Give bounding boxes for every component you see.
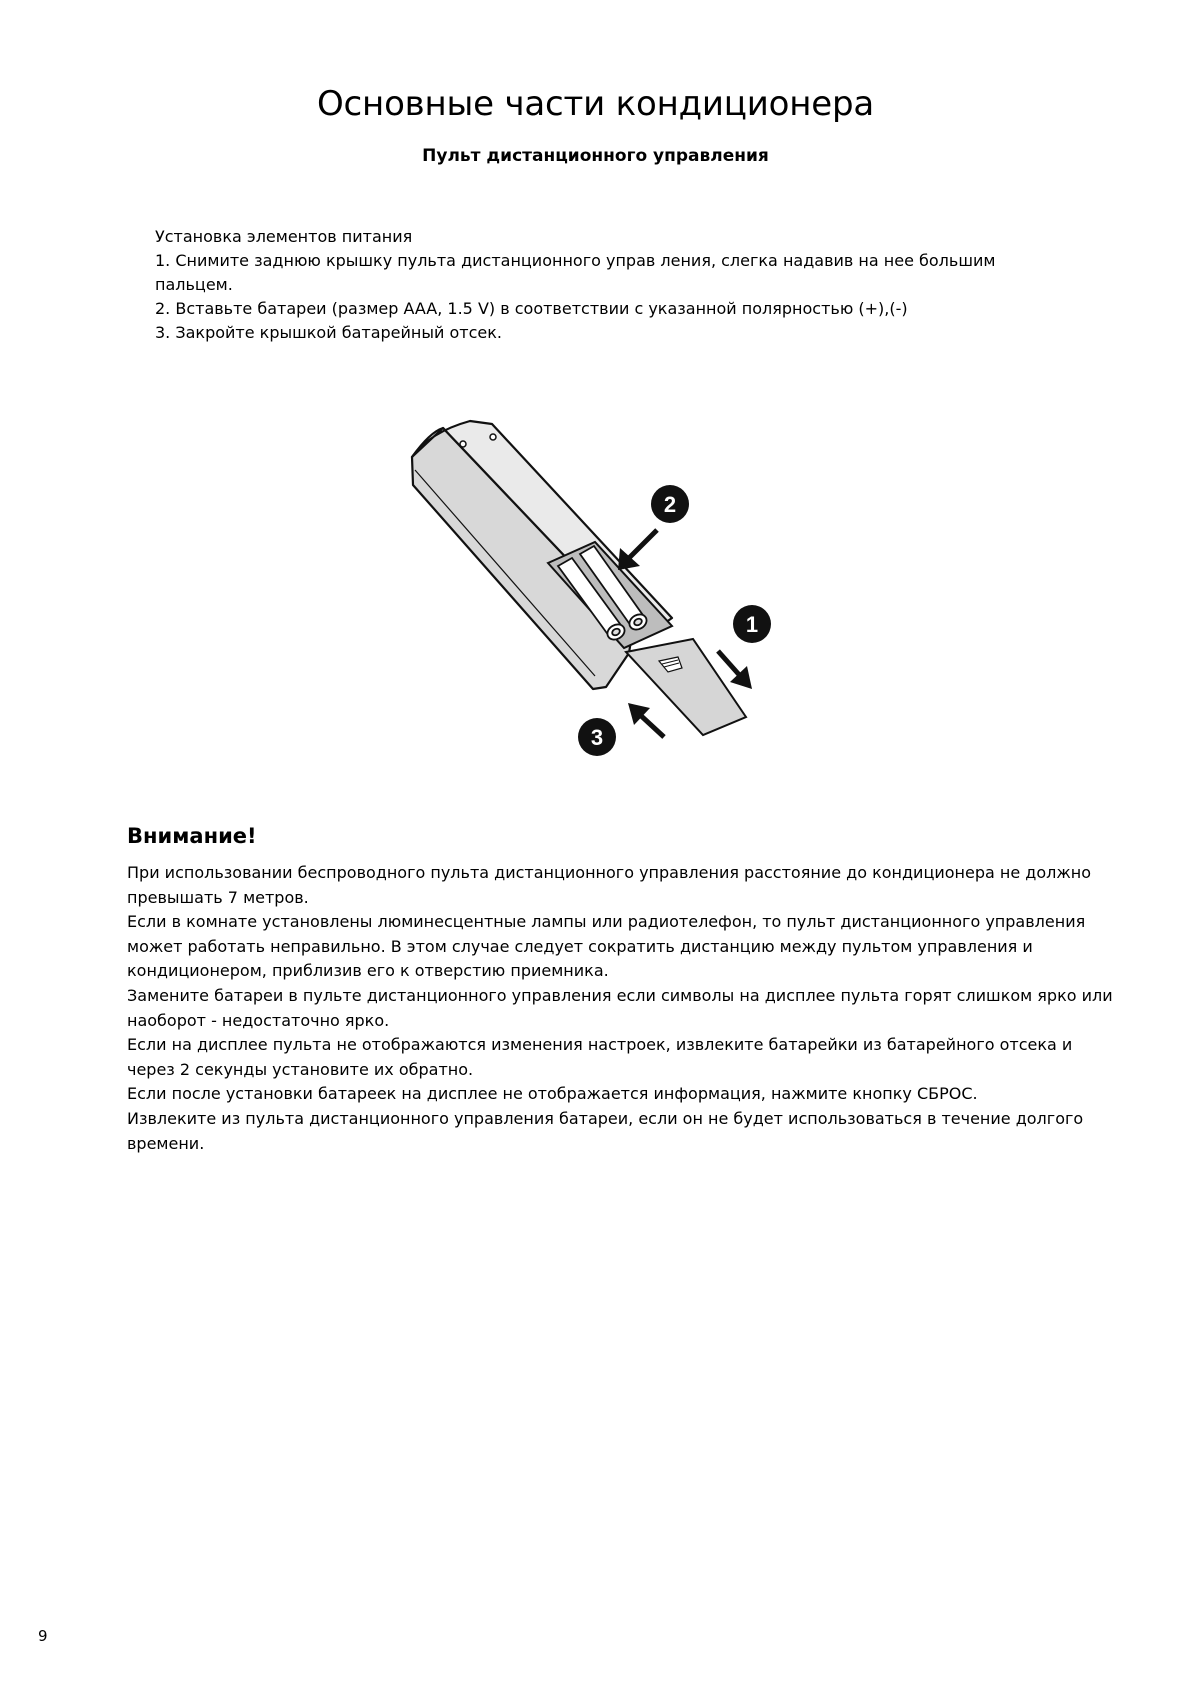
page-title: Основные части кондиционера: [316, 84, 875, 124]
page-subtitle: Пульт дистанционного управления: [422, 146, 769, 166]
warning-heading: Внимание!: [127, 824, 257, 848]
step-marker-label: 3: [590, 725, 604, 750]
step-marker: [651, 485, 689, 523]
warning-paragraph: Если после установки батареек на дисплее не отображается информация, нажмите кнопку СБРОС.: [127, 1084, 978, 1104]
warning-paragraph: Если в комнате установлены люминесцентные лампы или радиотелефон, то пульт дистанционного управления может работать неправильно. В этом случае следует сократить дистанцию между пультом управления и кондиционером, приблизив его к отверстию приемника.: [127, 912, 1086, 981]
remote-battery-illustration: [400, 415, 780, 765]
ir-window-dot: [490, 434, 496, 440]
install-step-3: 3. Закройте крышкой батарейный отсек.: [155, 323, 502, 342]
step-marker: [578, 718, 616, 756]
arrow-insert-batteries: [618, 530, 657, 570]
warning-section: [127, 861, 1117, 1156]
step-marker-label: 1: [745, 612, 759, 637]
warning-paragraph: Если на дисплее пульта не отображаются изменения настроек, извлеките батарейки из батарейного отсека и через 2 секунды установите их обратно.: [127, 1035, 1073, 1079]
install-step-2: 2. Вставьте батареи (размер AAA, 1.5 V) в соответствии с указанной полярностью (+),(-): [155, 299, 908, 318]
warning-paragraph: При использовании беспроводного пульта дистанционного управления расстояние до кондиционера не должно превышать 7 метров.: [127, 863, 1091, 907]
battery-install-section: [155, 225, 1035, 345]
arrow-close-cover: [628, 703, 664, 737]
page-number: 9: [38, 1627, 48, 1645]
install-heading: Установка элементов питания: [155, 227, 413, 246]
step-marker: [733, 605, 771, 643]
step-marker-label: 2: [663, 492, 677, 517]
ir-window-dot: [460, 441, 466, 447]
install-step-1: 1. Снимите заднюю крышку пульта дистанционного управ ления, слегка надавив на нее большим пальцем.: [155, 251, 996, 294]
warning-paragraph: Замените батареи в пульте дистанционного управления если символы на дисплее пульта горят слишком ярко или наоборот - недостаточно ярко.: [127, 985, 1113, 1030]
warning-paragraph: Извлеките из пульта дистанционного управления батареи, если он не будет использоваться в течение долгого времени.: [127, 1108, 1084, 1153]
